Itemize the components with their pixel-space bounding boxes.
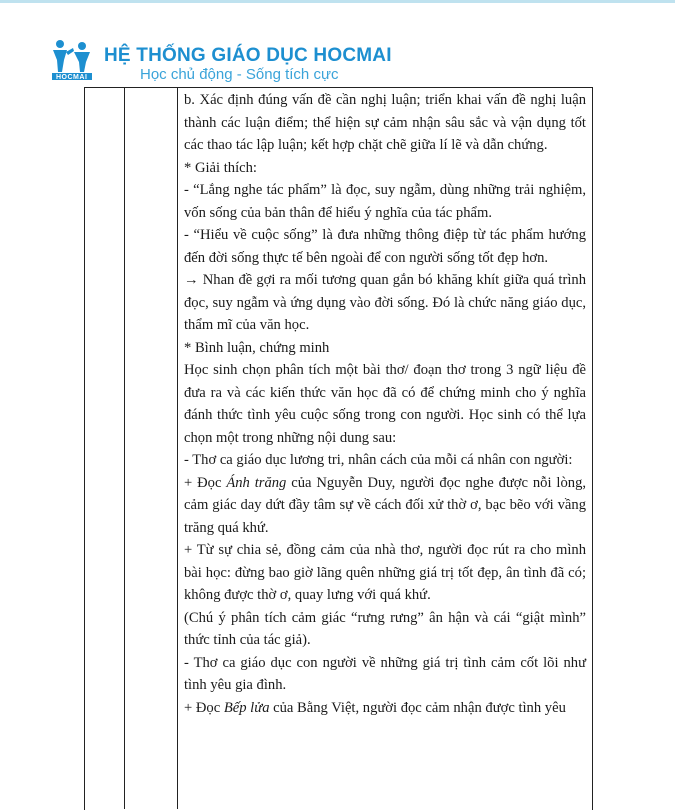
text-run: + Đọc bbox=[184, 474, 227, 491]
paragraph: + Từ sự chia sẻ, đồng cảm của nhà thơ, người đọc rút ra cho mình bài học: đừng bao giờ lãng quên những giá trị tốt đẹp, ân tình đã có; không được thờ ơ, quay lưng với quá khứ. bbox=[184, 542, 586, 603]
paragraph: Học sinh chọn phân tích một bài thơ/ đoạn thơ trong 3 ngữ liệu đề đưa ra và các kiến thức văn học đã có để chứng minh cho ý nghĩa đánh thức tình yêu cuộc sống trong con người. Học sinh có thể lựa chọn một trong những nội dung sau: bbox=[184, 362, 586, 446]
paragraph: * Bình luận, chứng minh bbox=[184, 339, 330, 356]
paragraph: → Nhan đề gợi ra mối tương quan gắn bó khăng khít giữa quá trình đọc, suy ngẫm và ứng dụng vào đời sống. Đó là chức năng giáo dục, thẩm mĩ của văn học. bbox=[184, 272, 586, 333]
paragraph: - Thơ ca giáo dục con người về những giá trị tình cảm cốt lõi như tình yêu gia đình. bbox=[184, 654, 586, 693]
table-column-divider bbox=[124, 87, 125, 809]
paragraph: - “Hiểu về cuộc sống” là đưa những thông điệp từ tác phẩm hướng đến đời sống thực tế bên ngoài để con người sống tốt đẹp hơn. bbox=[184, 227, 586, 266]
paragraph: - Thơ ca giáo dục lương tri, nhân cách của mỗi cá nhân con người: bbox=[184, 452, 573, 468]
table-column-divider bbox=[177, 87, 178, 809]
paragraph bbox=[184, 472, 586, 540]
poem-title: Bếp lửa bbox=[223, 699, 270, 716]
paragraph: b. Xác định đúng vấn đề cần nghị luận; triển khai vấn đề nghị luận thành các luận điểm; thể hiện sự cảm nhận sâu sắc và vận dụng tốt các thao tác lập luận; kết hợp chặt chẽ giữa lí lẽ và dẫn chứng. bbox=[184, 92, 586, 153]
brand-title: HỆ THỐNG GIÁO DỤC HOCMAI bbox=[104, 45, 392, 66]
text-run: của Bằng Việt, người đọc cảm nhận được tình yêu bbox=[269, 699, 566, 716]
paragraph: * Giải thích: bbox=[184, 159, 257, 176]
poem-title: Ánh trăng bbox=[226, 474, 287, 491]
brand-subtitle: Học chủ động - Sống tích cực bbox=[140, 66, 339, 83]
paragraph bbox=[184, 697, 586, 720]
paragraph: - “Lắng nghe tác phẩm” là đọc, suy ngẫm, dùng những trải nghiệm, vốn sống của bản thân để hiểu ý nghĩa của tác phẩm. bbox=[184, 182, 586, 221]
paragraph: (Chú ý phân tích cảm giác “rưng rưng” ân hận và cái “giật mình” thức tỉnh của tác giả). bbox=[184, 609, 586, 648]
page-header bbox=[0, 0, 675, 88]
logo-text: HOCMAI bbox=[56, 74, 88, 81]
answer-content-cell bbox=[184, 89, 586, 719]
text-run: của Nguyễn Duy, người đọc nghe được nỗi lòng, cảm giác day dứt đầy tâm sự về cách đối xử thờ ơ, bạc bẽo với vầng trăng quá khứ. bbox=[184, 474, 587, 536]
text-run: + Đọc bbox=[184, 699, 224, 716]
